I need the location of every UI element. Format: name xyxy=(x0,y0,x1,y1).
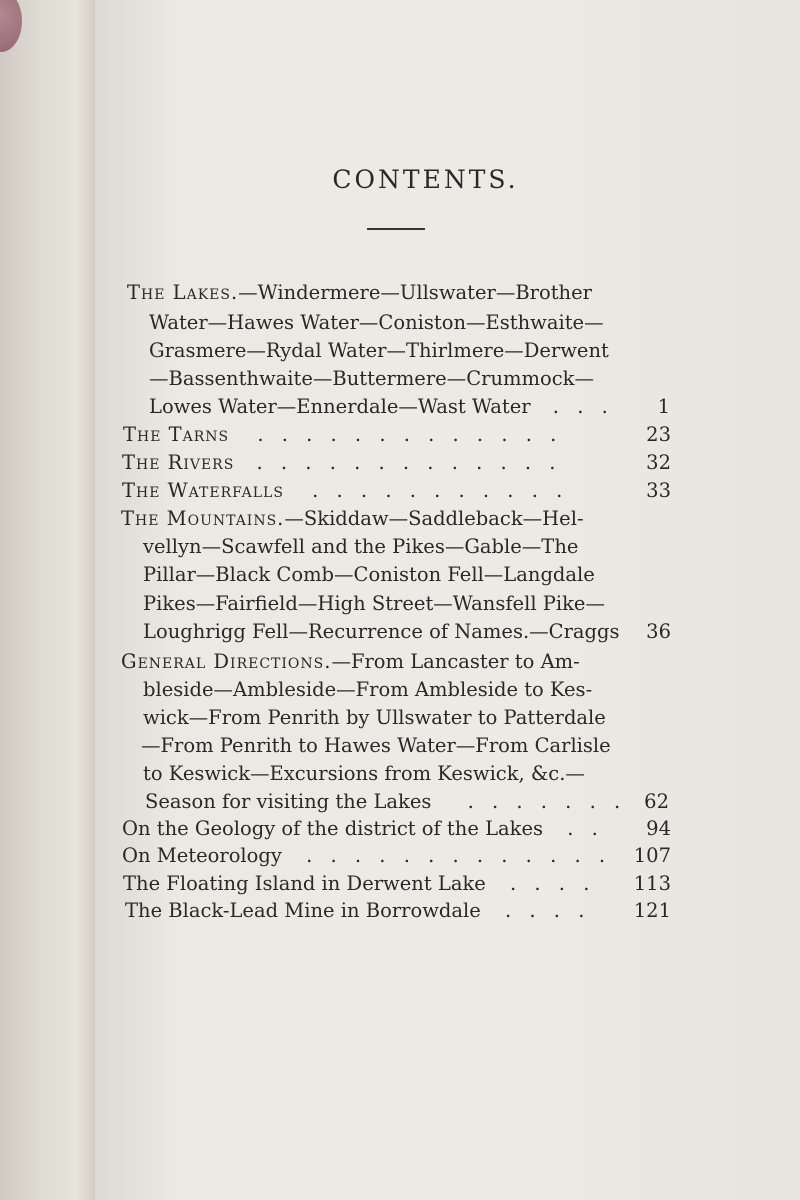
toc-line: Loughrigg Fell—Recurrence of Names.—Craggs xyxy=(143,620,620,643)
toc-page-number: 113 xyxy=(633,872,671,895)
toc-line: Pikes—Fairfield—High Street—Wansfell Pike— xyxy=(143,592,605,615)
toc-heading: The Mountains. xyxy=(121,507,285,530)
toc-line: bleside—Ambleside—From Ambleside to Kes- xyxy=(143,678,593,701)
toc-page-number: 121 xyxy=(633,899,671,922)
toc-line: Water—Hawes Water—Coniston—Esthwaite— xyxy=(149,311,604,334)
toc-line: The Floating Island in Derwent Lake . . . . xyxy=(123,872,596,895)
toc-line: On Meteorology . . . . . . . . . . . . . xyxy=(122,844,612,867)
toc-heading: The Rivers xyxy=(122,451,235,474)
toc-line: Pillar—Black Comb—Coniston Fell—Langdale xyxy=(143,563,595,586)
contents-title: CONTENTS. xyxy=(332,165,519,194)
toc-line: to Keswick—Excursions from Keswick, &c.— xyxy=(143,762,585,785)
toc-page-number: 94 xyxy=(646,817,671,840)
toc-heading: The Waterfalls xyxy=(122,479,284,502)
toc-page-number: 36 xyxy=(646,620,671,643)
toc-line: The Black-Lead Mine in Borrowdale . . . . xyxy=(125,899,591,922)
title-rule xyxy=(367,228,425,230)
toc-line: Lowes Water—Ennerdale—Wast Water . . . xyxy=(149,395,614,418)
toc-page-number: 62 xyxy=(644,790,669,813)
toc-line: —From Penrith to Hawes Water—From Carlisle xyxy=(141,734,611,757)
toc-line: On the Geology of the district of the Lakes . . xyxy=(122,817,604,840)
toc-line: The Lakes.—Windermere—Ullswater—Brother xyxy=(127,281,592,304)
toc-line: The Rivers . . . . . . . . . . . . . xyxy=(122,451,562,474)
toc-line: The Tarns . . . . . . . . . . . . . xyxy=(123,423,563,446)
toc-line: —Bassenthwaite—Buttermere—Crummock— xyxy=(149,367,594,390)
book-page xyxy=(95,0,800,1200)
toc-page-number: 32 xyxy=(646,451,671,474)
toc-heading: The Tarns xyxy=(123,423,230,446)
toc-heading: The Lakes. xyxy=(127,281,239,304)
toc-line: wick—From Penrith by Ullswater to Patterdale xyxy=(143,706,606,729)
toc-heading: General Directions. xyxy=(121,650,332,673)
toc-line: The Waterfalls . . . . . . . . . . . xyxy=(122,479,569,502)
toc-page-number: 33 xyxy=(646,479,671,502)
toc-page-number: 107 xyxy=(633,844,671,867)
toc-line: The Mountains.—Skiddaw—Saddleback—Hel- xyxy=(121,507,584,530)
toc-line: Grasmere—Rydal Water—Thirlmere—Derwent xyxy=(149,339,609,362)
toc-line: vellyn—Scawfell and the Pikes—Gable—The xyxy=(143,535,579,558)
toc-line: General Directions.—From Lancaster to Am- xyxy=(121,650,580,673)
toc-page-number: 23 xyxy=(646,423,671,446)
toc-line: Season for visiting the Lakes . . . . . . . xyxy=(145,790,627,813)
toc-page-number: 1 xyxy=(657,395,670,418)
